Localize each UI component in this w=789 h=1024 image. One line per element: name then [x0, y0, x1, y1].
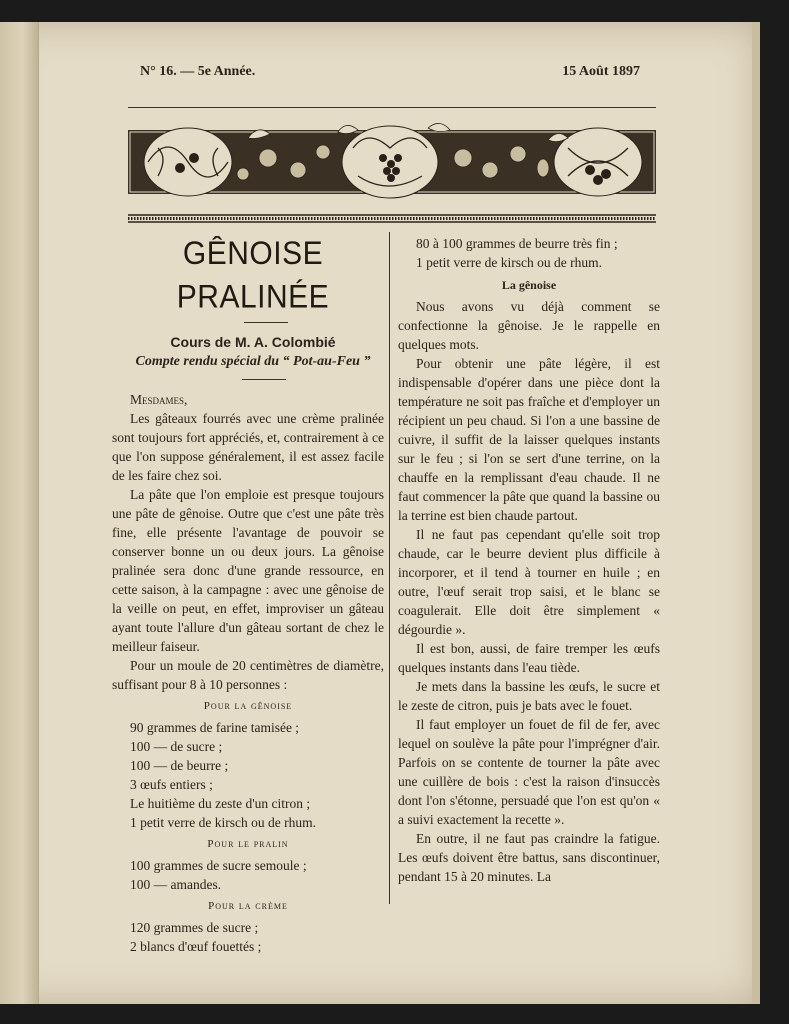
- ingredient-item: 2 blancs d'œuf fouettés ;: [130, 939, 262, 954]
- page-edge: [752, 22, 760, 1004]
- section-heading-genoise: Pour la gênoise: [203, 700, 293, 712]
- ingredient-item: 120 grammes de sucre ;: [130, 920, 259, 935]
- paragraph: En outre, il ne faut pas craindre la fatigue. Les œufs doivent être battus, sans discontinuer, pendant 15 à 20 minutes. La: [398, 831, 660, 884]
- paragraph: Il ne faut pas cependant qu'elle soit trop chaude, car le beurre devient plus difficile à incorporer, et il tend à tourner en huile ; en outre, l'œuf serait trop saisi, et le blanc se coagulerait. Elle doit être simplement « dégourdie ».: [398, 527, 660, 637]
- page-header: [140, 64, 640, 84]
- ingredient-item: 1 petit verre de kirsch ou de rhum.: [416, 255, 602, 270]
- ingredient-item: Le huitième du zeste d'un citron ;: [130, 796, 311, 811]
- ingredient-item: 3 œufs entiers ;: [130, 777, 213, 792]
- binding-edge: [0, 22, 39, 1004]
- ornament-rules: [128, 214, 656, 224]
- ingredient-item: 100 grammes de sucre semoule ;: [130, 858, 307, 873]
- report-byline: Compte rendu spécial du “ Pot-au-Feu ”: [135, 354, 371, 369]
- section-title-genoise: La gênoise: [501, 278, 557, 292]
- issue-date: 15 Août 1897: [562, 64, 640, 79]
- byline-rule: [242, 379, 286, 380]
- ingredient-item: 100 — de sucre ;: [130, 739, 223, 754]
- ingredient-item: 1 petit verre de kirsch ou de rhum.: [130, 815, 316, 830]
- paragraph: Les gâteaux fourrés avec une crème pralinée sont toujours fort appréciés, et, contrairement à ce que l'on suppose généralement, il est assez facile de les faire chez soi.: [112, 411, 384, 483]
- title-rule: [244, 322, 288, 323]
- ingredient-item: 100 — amandes.: [130, 877, 222, 892]
- section-heading-pralin: Pour le pralin: [207, 838, 289, 850]
- paragraph: Pour un moule de 20 centimètres de diamètre, suffisant pour 8 à 10 personnes :: [112, 658, 384, 692]
- paragraph: Nous avons vu déjà comment se confectionne la gênoise. Je le rappelle en quelques mots.: [398, 299, 660, 352]
- issue-number: N° 16. — 5e Année.: [140, 64, 256, 79]
- paragraph: Il faut employer un fouet de fil de fer, avec lequel on soulève la pâte pour l'imprégner d'air. Parfois on se contente de tourner la pâte avec une cuillère de bois : c'est la raison d'insuccès dont l'on s'étonne, persuadé que l'on est qu'on « a suivi exactement la recette ».: [398, 717, 660, 827]
- greeting: Mesdames,: [130, 392, 188, 407]
- left-column: [112, 234, 384, 956]
- header-rule: [128, 107, 656, 108]
- course-byline: Cours de M. A. Colombié: [170, 334, 336, 350]
- section-heading-creme: Pour la crème: [208, 900, 288, 912]
- right-column: [398, 234, 660, 886]
- ingredient-item: 90 grammes de farine tamisée ;: [130, 720, 300, 735]
- ingredient-item: 100 — de beurre ;: [130, 758, 229, 773]
- ingredient-item: 80 à 100 grammes de beurre très fin ;: [416, 236, 618, 251]
- article-title: GÊNOISE PRALINÉE: [176, 236, 330, 315]
- paragraph: Il est bon, aussi, de faire tremper les œufs quelques instants dans l'eau tiède.: [398, 641, 660, 675]
- paragraph: Je mets dans la bassine les œufs, le sucre et le zeste de citron, puis je bats avec le fouet.: [398, 679, 660, 713]
- paragraph: La pâte que l'on emploie est presque toujours une pâte de gênoise. Outre que c'est une pâte très fine, elle présente l'avantage de pouvoir se conserver bonne un ou deux jours. La gênoise pralinée sera donc d'une grande ressource, en cette saison, à la campagne : avec une gênoise de la veille on peut, en effet, improviser un gâteau ayant toute l'allure d'un gâteau sortant de chez le meilleur faiseur.: [112, 487, 384, 654]
- paragraph: Pour obtenir une pâte légère, il est indispensable d'opérer dans une pièce dont la température ne soit pas fraîche et d'employer un récipient un peu chaud. Si l'on a une bassine de cuivre, il suffit de la laisser quelques instants sur le feu ; si l'on se sert d'une terrine, on la chauffe en la remplissant d'eau chaude. Il ne faut commencer la pâte que quand la bassine ou la terrine est bien chaude partout.: [398, 356, 660, 523]
- column-divider: [389, 232, 390, 904]
- fruit-and-foliage-ornament-icon: [128, 118, 656, 206]
